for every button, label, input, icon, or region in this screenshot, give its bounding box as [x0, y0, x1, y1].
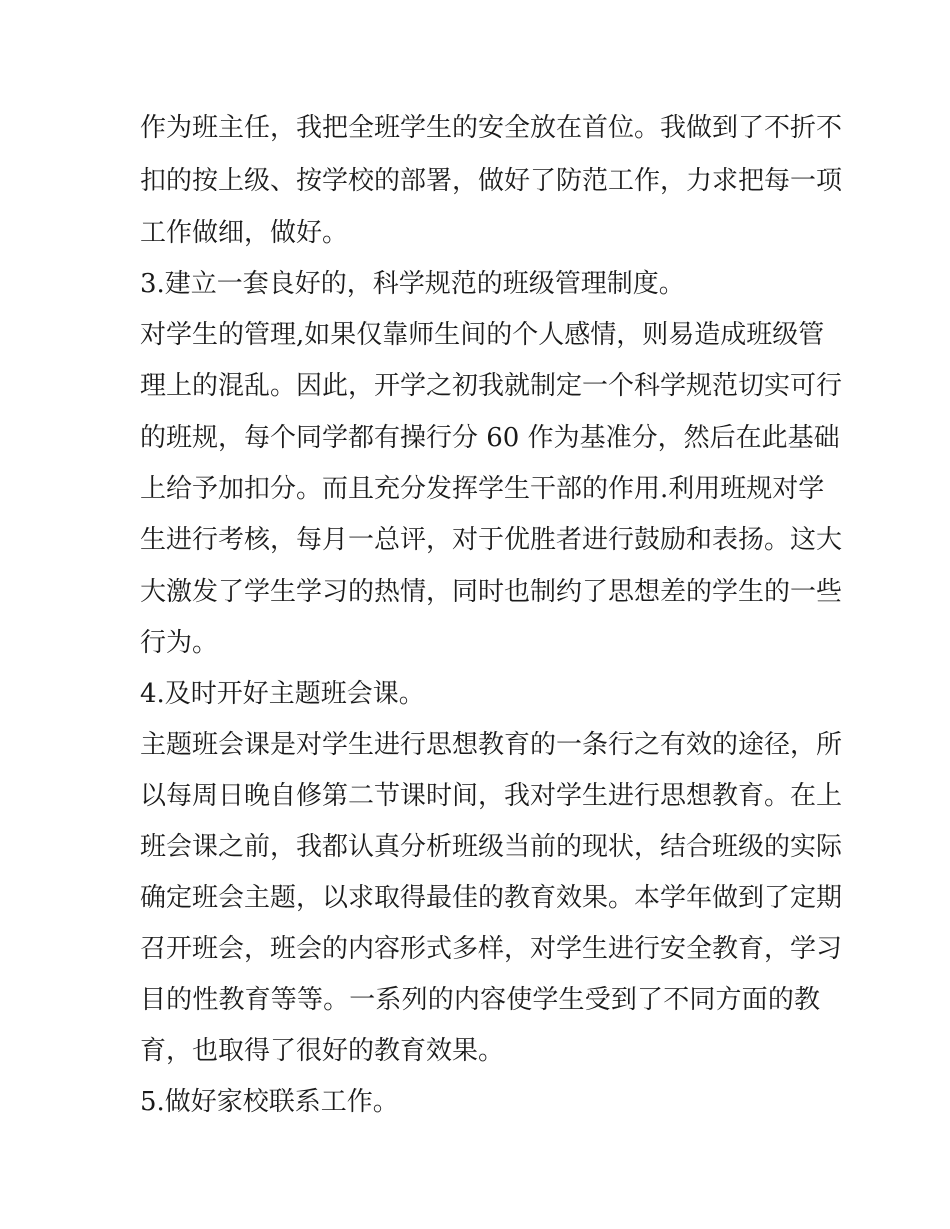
body-text-line: 理上的混乱。因此，开学之初我就制定一个科学规范切实可行 [140, 371, 843, 401]
body-text-line: 大激发了学生学习的热情，同时也制约了思想差的学生的一些 [140, 577, 843, 607]
body-text-line: 育，也取得了很好的教育效果。 [140, 1036, 505, 1066]
body-text-line: 扣的按上级、按学校的部署，做好了防范工作，力求把每一项 [140, 166, 843, 196]
body-text-line: 召开班会，班会的内容形式多样，对学生进行安全教育，学习 [140, 934, 843, 964]
body-text-line: 班会课之前，我都认真分析班级当前的现状，结合班级的实际 [140, 832, 843, 862]
body-text-line: 以每周日晚自修第二节课时间，我对学生进行思想教育。在上 [140, 781, 843, 811]
body-text-line: 目的性教育等等。一系列的内容使学生受到了不同方面的教 [140, 985, 820, 1015]
body-text-line: 对学生的管理,如果仅靠师生间的个人感情，则易造成班级管 [140, 320, 825, 350]
body-text-line: 上给予加扣分。而且充分发挥学生干部的作用.利用班规对学 [140, 474, 825, 504]
body-text-line: 确定班会主题，以求取得最佳的教育效果。本学年做到了定期 [140, 883, 843, 913]
body-text-line: 主题班会课是对学生进行思想教育的一条行之有效的途径，所 [140, 730, 843, 760]
section-heading-5: 5.做好家校联系工作。 [140, 1087, 399, 1117]
section-heading-3: 3.建立一套良好的，科学规范的班级管理制度。 [140, 269, 685, 299]
body-text-line: 工作做细，做好。 [140, 218, 349, 248]
body-text-line: 生进行考核，每月一总评，对于优胜者进行鼓励和表扬。这大 [140, 525, 843, 555]
body-text-line: 的班规，每个同学都有操行分 60 作为基准分，然后在此基础 [140, 423, 840, 453]
body-text-line: 作为班主任，我把全班学生的安全放在首位。我做到了不折不 [140, 113, 843, 143]
body-text-line: 行为。 [140, 628, 219, 658]
section-heading-4: 4.及时开好主题班会课。 [140, 679, 425, 709]
